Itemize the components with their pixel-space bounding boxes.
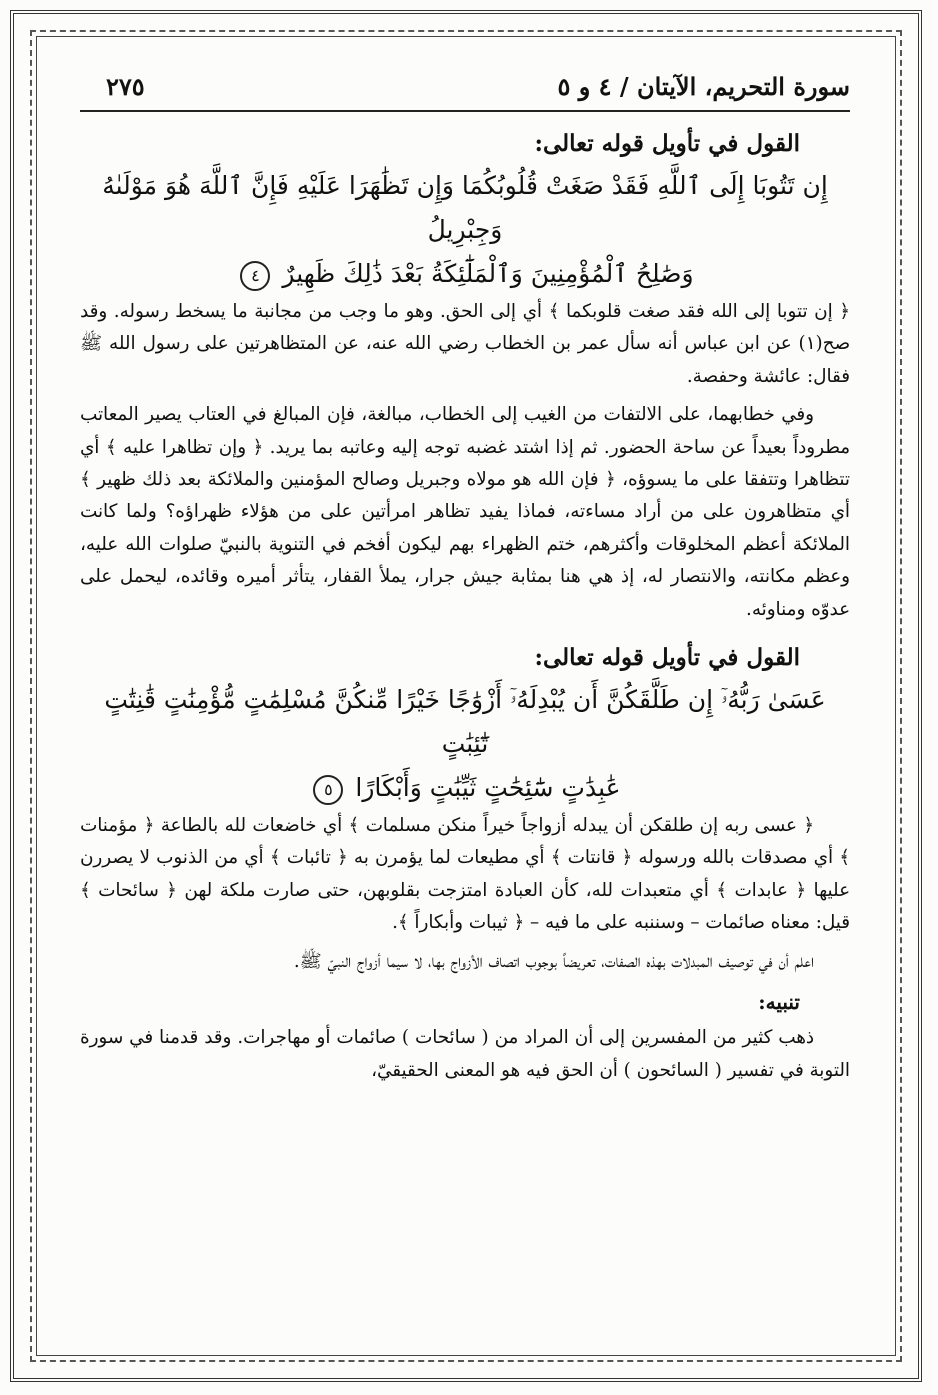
commentary-paragraph: ﴿ إن تتوبا إلى الله فقد صغت قلوبكما ﴾ أي إلى الحق. وهو ما وجب من مجانبة ما يسخط رسوله. وقد صح(١) عن ابن عباس أنه سأل عمر بن الخطاب رضي الله عنه، عن المتظاهرتين على رسول الله ﷺ فقال: عائشة وحفصة.	[80, 301, 850, 387]
note-paragraph: ذهب كثير من المفسرين إلى أن المراد من ( سائحات ) صائمات أو مهاجرات. وقد قدمنا في سورة التوبة في تفسير ( السائحون ) أن الحق فيه هو المعنى الحقيقيّ،	[80, 1027, 850, 1081]
verse-5-line-2-text: عَٰبِدَٰتٍ سَٰٓئِحَٰتٍ ثَيِّبَٰتٍ وَأَبْكَارًا	[355, 773, 621, 803]
commentary-paragraph: اعلم أن في توصيف المبدلات بهذه الصفات، تعريضاً بوجوب اتصاف الأزواج بها، لا سيما أزواج النبيّ ﷺ.	[293, 950, 814, 972]
verse-5-line-2	[80, 766, 850, 810]
commentary-paragraph: وفي خطابهما، على الالتفات من الغيب إلى الخطاب، مبالغة، فإن المبالغ في العتاب يصير المعاتب مطروداً بعيداً عن ساحة الحضور. ثم إذا اشتد غضبه توجه إليه وعاتبه بما يريد. ﴿ وإن تظاهرا عليه ﴾ أي تتظاهرا وتتفقا على ما يسوؤه، ﴿ فإن الله هو مولاه وجبريل وصالح المؤمنين والملائكة بعد ذلك ظهير ﴾ أي متظاهرون على من أراد مساءته، فماذا يفيد تظاهر امرأتين على من هؤلاء ظهراؤه؟ ولما كانت الملائكة أعظم المخلوقات وأكثرهم، ختم الظهراء بهم ليكون أفخم في التنوية بالنبيّ صلوات الله عليه، وعظم مكانته، والانتصار له، إذ هي هنا بمثابة جيش جرار، يملأ القفار، يتأثر أميره وقائده، ليحمل على عدوّه ومناوئه.	[80, 404, 850, 620]
page-content	[80, 64, 850, 1324]
section-heading-1: القول في تأويل قوله تعالى:	[534, 130, 800, 157]
page-number: ٢٧٥	[106, 72, 145, 101]
verse-number-mark: ٤	[240, 261, 270, 291]
verse-4-line-2-text: وَصَٰلِحُ ٱلْمُؤْمِنِينَ وَٱلْمَلَٰٓئِكَةُ بَعْدَ ذَٰلِكَ ظَهِيرٌ	[282, 259, 694, 288]
running-title: سورة التحريم، الآيتان / ٤ و ٥	[557, 72, 850, 101]
verse-4-line-2	[80, 252, 850, 296]
section-heading-2: القول في تأويل قوله تعالى:	[534, 644, 800, 672]
note-heading: تنبيه:	[758, 990, 800, 1015]
verse-5-line-1: عَسَىٰ رَبُّهُۥٓ إِن طَلَّقَكُنَّ أَن يُبْدِلَهُۥٓ أَزْوَٰجًا خَيْرًا مِّنكُنَّ مُسْلِمَٰتٍ مُّؤْمِنَٰتٍ قَٰنِتَٰتٍ تَٰٓئِبَٰتٍ	[104, 685, 826, 759]
commentary-paragraph: ﴿ عسى ربه إن طلقكن أن يبدله أزواجاً خيراً منكن مسلمات ﴾ أي خاضعات لله بالطاعة ﴿ مؤمنات ﴾ أي مصدقات بالله ورسوله ﴿ قانتات ﴾ أي مطيعات لما يؤمرن به ﴿ تائبات ﴾ أي من الذنوب لا يصررن عليها ﴿ عابدات ﴾ أي متعبدات لله، كأن العبادة امتزجت بقلوبهن، حتى صارت ملكة لهن ﴿ سائحات ﴾ قيل: معناه صائمات – وسننبه على ما فيه – ﴿ ثيبات وأبكاراً ﴾.	[80, 815, 850, 934]
page-header	[80, 64, 850, 112]
verse-4-line-1: إِن تَتُوبَا إِلَى ٱللَّهِ فَقَدْ صَغَتْ قُلُوبُكُمَا وَإِن تَظَٰهَرَا عَلَيْهِ فَإِنَّ ٱللَّهَ هُوَ مَوْلَىٰهُ وَجِبْرِيلُ	[102, 171, 828, 244]
verse-number-mark: ٥	[313, 775, 343, 805]
